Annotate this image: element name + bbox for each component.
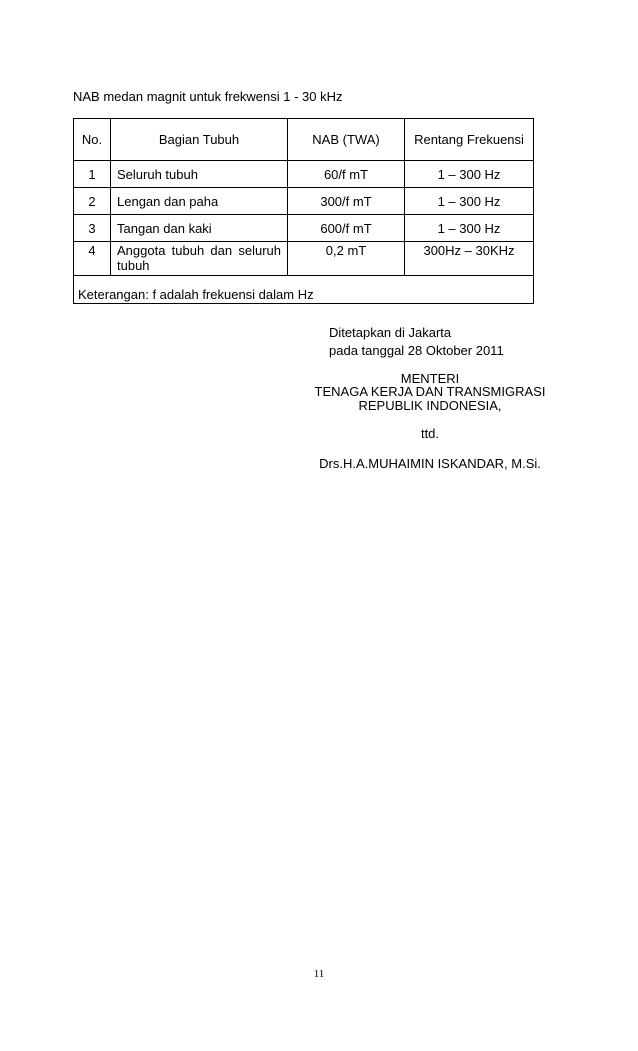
signature-title-line2: TENAGA KERJA DAN TRANSMIGRASI — [314, 384, 546, 399]
header-no: No. — [74, 119, 111, 161]
table-note-row — [74, 276, 534, 304]
signature-signed-mark: ttd. — [420, 426, 440, 441]
table-note: Keterangan: f adalah frekuensi dalam Hz — [74, 276, 534, 304]
cell-no: 4 — [74, 242, 111, 276]
cell-frequency-range: 1 – 300 Hz — [405, 188, 534, 215]
cell-frequency-range: 300Hz – 30KHz — [405, 242, 534, 276]
section-heading: NAB medan magnit untuk frekwensi 1 - 30 kHz — [73, 89, 343, 104]
cell-nab: 300/f mT — [288, 188, 405, 215]
signatory-name: Drs.H.A.MUHAIMIN ISKANDAR, M.Si. — [319, 456, 541, 471]
cell-nab: 60/f mT — [288, 161, 405, 188]
header-body-part: Bagian Tubuh — [111, 119, 288, 161]
cell-body-part: Seluruh tubuh — [111, 161, 288, 188]
nab-table — [73, 118, 534, 304]
table-header-row — [74, 119, 534, 161]
table-row — [74, 215, 534, 242]
cell-nab: 0,2 mT — [288, 242, 405, 276]
cell-no: 3 — [74, 215, 111, 242]
signature-date: pada tanggal 28 Oktober 2011 — [329, 343, 504, 358]
cell-frequency-range: 1 – 300 Hz — [405, 161, 534, 188]
table-row — [74, 242, 534, 276]
cell-body-part: Tangan dan kaki — [111, 215, 288, 242]
signature-place: Ditetapkan di Jakarta — [329, 325, 452, 340]
cell-no: 1 — [74, 161, 111, 188]
cell-nab: 600/f mT — [288, 215, 405, 242]
table-row — [74, 161, 534, 188]
cell-body-part: Lengan dan paha — [111, 188, 288, 215]
header-frequency-range: Rentang Frekuensi — [405, 119, 534, 161]
page-number: 11 — [313, 968, 325, 980]
cell-no: 2 — [74, 188, 111, 215]
signature-title-line3: REPUBLIK INDONESIA, — [358, 398, 502, 413]
signature-title-line1: MENTERI — [400, 371, 460, 386]
table-row — [74, 188, 534, 215]
cell-body-part: Anggota tubuh dan seluruh tubuh — [111, 242, 288, 276]
header-nab: NAB (TWA) — [288, 119, 405, 161]
cell-frequency-range: 1 – 300 Hz — [405, 215, 534, 242]
